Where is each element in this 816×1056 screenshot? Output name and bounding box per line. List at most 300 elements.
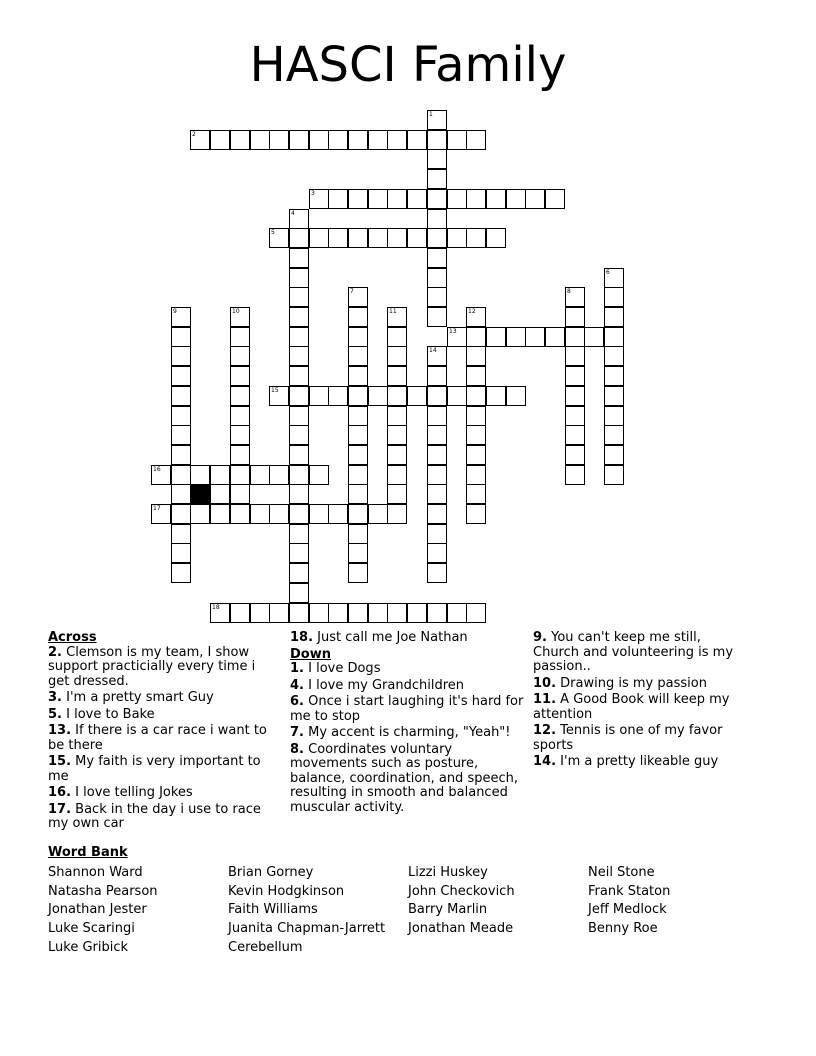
grid-cell[interactable]	[466, 130, 486, 150]
grid-cell[interactable]	[348, 130, 368, 150]
grid-cell[interactable]	[210, 130, 230, 150]
clue-text: Clemson is my team, I show support practicially every time i get dressed.	[48, 644, 256, 689]
black-cell	[190, 484, 210, 504]
grid-cell[interactable]	[427, 445, 447, 465]
clue-number: 9.	[533, 630, 547, 645]
grid-cell[interactable]	[171, 543, 191, 563]
grid-cell[interactable]	[328, 603, 348, 623]
grid-cell[interactable]	[387, 406, 407, 426]
clue-text: I'm a pretty smart Guy	[61, 690, 214, 705]
grid-cell[interactable]	[545, 327, 565, 347]
clue-text: Once i start laughing it's hard for me to stop	[290, 694, 524, 724]
word-bank-column-1	[48, 864, 158, 958]
grid-cell[interactable]	[269, 386, 289, 406]
down-clue	[290, 679, 525, 694]
grid-cell[interactable]	[466, 465, 486, 485]
across-clue	[290, 631, 525, 646]
grid-cell[interactable]	[269, 228, 289, 248]
grid-cell[interactable]	[407, 386, 427, 406]
grid-cell[interactable]	[427, 130, 447, 150]
clue-number: 8	[567, 288, 571, 295]
grid-cell[interactable]	[328, 504, 348, 524]
grid-cell[interactable]	[506, 327, 526, 347]
grid-cell[interactable]	[466, 484, 486, 504]
grid-cell[interactable]	[604, 366, 624, 386]
grid-cell[interactable]	[348, 603, 368, 623]
grid-cell[interactable]	[230, 445, 250, 465]
grid-cell[interactable]	[309, 603, 329, 623]
clue-number: 18	[212, 604, 220, 611]
grid-cell[interactable]	[230, 366, 250, 386]
grid-cell[interactable]	[387, 445, 407, 465]
grid-cell[interactable]	[545, 189, 565, 209]
grid-cell[interactable]	[525, 327, 545, 347]
across-clue	[48, 691, 278, 706]
clue-number: 16.	[48, 785, 72, 800]
grid-cell[interactable]	[427, 425, 447, 445]
grid-cell[interactable]	[289, 307, 309, 327]
grid-cell[interactable]	[387, 366, 407, 386]
grid-cell[interactable]	[289, 425, 309, 445]
down-clue	[533, 631, 748, 675]
word-bank-column-3	[408, 864, 515, 939]
grid-cell[interactable]	[230, 406, 250, 426]
down-clue	[290, 662, 525, 677]
grid-cell[interactable]	[604, 406, 624, 426]
grid-cell[interactable]	[604, 465, 624, 485]
grid-cell[interactable]	[387, 130, 407, 150]
across-clue	[48, 803, 278, 832]
clue-text: My faith is very important to me	[48, 754, 261, 784]
clue-number: 10	[232, 308, 240, 315]
clue-number: 11	[389, 308, 397, 315]
grid-cell[interactable]	[584, 327, 604, 347]
across-clue	[48, 786, 278, 801]
grid-cell[interactable]	[328, 189, 348, 209]
clue-number: 5	[271, 229, 275, 236]
grid-cell[interactable]	[171, 504, 191, 524]
across-clue-list-part-1	[48, 646, 278, 832]
grid-cell[interactable]	[387, 465, 407, 485]
grid-cell[interactable]	[210, 504, 230, 524]
grid-cell[interactable]	[427, 603, 447, 623]
clue-text: I love Dogs	[303, 661, 381, 676]
grid-cell[interactable]	[230, 307, 250, 327]
grid-cell[interactable]	[486, 189, 506, 209]
grid-cell[interactable]	[230, 327, 250, 347]
grid-cell[interactable]	[348, 189, 368, 209]
down-clue	[290, 695, 525, 724]
grid-cell[interactable]	[348, 504, 368, 524]
clue-number: 14	[429, 347, 437, 354]
grid-cell[interactable]	[407, 228, 427, 248]
grid-cell[interactable]	[427, 268, 447, 288]
grid-cell[interactable]	[368, 504, 388, 524]
grid-cell[interactable]	[447, 603, 467, 623]
grid-cell[interactable]	[230, 465, 250, 485]
grid-cell[interactable]	[348, 228, 368, 248]
grid-cell[interactable]	[289, 268, 309, 288]
clue-number: 6.	[290, 694, 304, 709]
grid-cell[interactable]	[427, 504, 447, 524]
grid-cell[interactable]	[427, 169, 447, 189]
word-bank-entry: Cerebellum	[228, 939, 303, 955]
grid-cell[interactable]	[447, 189, 467, 209]
grid-cell[interactable]	[604, 268, 624, 288]
grid-cell[interactable]	[250, 504, 270, 524]
grid-cell[interactable]	[171, 484, 191, 504]
grid-cell[interactable]	[328, 386, 348, 406]
word-bank-entry: Brian Gorney	[228, 865, 314, 880]
clue-number: 18.	[290, 630, 314, 645]
clue-number: 7.	[290, 725, 304, 740]
clue-number: 13	[449, 328, 457, 335]
grid-cell[interactable]	[466, 366, 486, 386]
grid-cell[interactable]	[466, 327, 486, 347]
grid-cell[interactable]	[604, 445, 624, 465]
word-bank-entry: Jonathan Meade	[408, 921, 514, 937]
grid-cell[interactable]	[289, 504, 309, 524]
grid-cell[interactable]	[407, 130, 427, 150]
down-clue	[290, 743, 525, 816]
grid-cell[interactable]	[565, 445, 585, 465]
grid-cell[interactable]	[348, 465, 368, 485]
grid-cell[interactable]	[427, 524, 447, 544]
grid-cell[interactable]	[565, 366, 585, 386]
grid-cell[interactable]	[269, 504, 289, 524]
grid-cell[interactable]	[387, 504, 407, 524]
grid-cell[interactable]	[348, 406, 368, 426]
grid-cell[interactable]	[348, 563, 368, 583]
grid-cell[interactable]	[230, 603, 250, 623]
clue-number: 15.	[48, 754, 72, 769]
clue-text: Back in the day i use to race my own car	[48, 801, 261, 831]
clue-text: My accent is charming, "Yeah"!	[303, 725, 511, 740]
grid-cell[interactable]	[427, 248, 447, 268]
clue-number: 9	[173, 308, 177, 315]
grid-cell[interactable]	[486, 327, 506, 347]
grid-cell[interactable]	[604, 425, 624, 445]
clue-number: 12	[468, 308, 476, 315]
grid-cell[interactable]	[348, 484, 368, 504]
clue-number: 2.	[48, 644, 62, 660]
grid-cell[interactable]	[230, 386, 250, 406]
down-clue	[533, 693, 748, 722]
clue-text: You can't keep me still, Church and volunteering is my passion..	[533, 630, 734, 674]
grid-cell[interactable]	[348, 445, 368, 465]
grid-cell[interactable]	[427, 110, 447, 130]
grid-cell[interactable]	[171, 524, 191, 544]
grid-cell[interactable]	[486, 228, 506, 248]
across-clue-list-part-2	[290, 631, 525, 646]
grid-cell[interactable]	[368, 386, 388, 406]
grid-cell[interactable]	[466, 346, 486, 366]
grid-cell[interactable]	[328, 130, 348, 150]
grid-cell[interactable]	[407, 189, 427, 209]
across-clue	[48, 708, 278, 723]
grid-cell[interactable]	[289, 209, 309, 229]
grid-cell[interactable]	[427, 307, 447, 327]
down-clue-list-part-1	[290, 662, 525, 815]
clue-number: 12.	[533, 723, 557, 738]
word-bank-entry: Faith Williams	[228, 902, 318, 918]
grid-cell[interactable]	[604, 327, 624, 347]
grid-cell[interactable]	[309, 504, 329, 524]
grid-cell[interactable]	[171, 366, 191, 386]
grid-cell[interactable]	[565, 327, 585, 347]
grid-cell[interactable]	[289, 406, 309, 426]
grid-cell[interactable]	[387, 425, 407, 445]
grid-cell[interactable]	[368, 189, 388, 209]
grid-cell[interactable]	[427, 149, 447, 169]
grid-cell[interactable]	[289, 465, 309, 485]
clue-number: 17	[153, 505, 161, 512]
grid-cell[interactable]	[171, 563, 191, 583]
grid-cell[interactable]	[565, 465, 585, 485]
grid-cell[interactable]	[466, 386, 486, 406]
grid-cell[interactable]	[427, 189, 447, 209]
word-bank-entry: Jonathan Jester	[48, 902, 147, 918]
grid-cell[interactable]	[486, 386, 506, 406]
grid-cell[interactable]	[387, 386, 407, 406]
grid-cell[interactable]	[427, 209, 447, 229]
word-bank-entry: Neil Stone	[588, 865, 655, 880]
grid-cell[interactable]	[171, 346, 191, 366]
grid-cell[interactable]	[250, 465, 270, 485]
grid-cell[interactable]	[348, 386, 368, 406]
word-bank-column-2	[228, 864, 385, 958]
clue-number: 13.	[48, 723, 72, 738]
grid-cell[interactable]	[427, 287, 447, 307]
grid-cell[interactable]	[565, 425, 585, 445]
grid-cell[interactable]	[210, 603, 230, 623]
grid-cell[interactable]	[466, 603, 486, 623]
grid-cell[interactable]	[427, 465, 447, 485]
grid-cell[interactable]	[427, 346, 447, 366]
grid-cell[interactable]	[565, 346, 585, 366]
clue-text: A Good Book will keep my attention	[533, 692, 730, 722]
grid-cell[interactable]	[427, 366, 447, 386]
grid-cell[interactable]	[506, 189, 526, 209]
clue-number: 5.	[48, 706, 62, 722]
word-bank-heading: Word Bank	[48, 845, 128, 860]
clue-number: 6	[606, 269, 610, 276]
clue-number: 3	[311, 190, 315, 197]
grid-cell[interactable]	[604, 307, 624, 327]
grid-cell[interactable]	[171, 327, 191, 347]
grid-cell[interactable]	[466, 425, 486, 445]
grid-cell[interactable]	[289, 603, 309, 623]
grid-cell[interactable]	[171, 386, 191, 406]
clue-text: If there is a car race i want to be there	[48, 723, 267, 753]
grid-cell[interactable]	[171, 406, 191, 426]
clue-number: 4	[291, 210, 295, 217]
grid-cell[interactable]	[230, 484, 250, 504]
clue-text: Drawing is my passion	[556, 675, 707, 691]
word-bank-entry: Natasha Pearson	[48, 883, 158, 899]
grid-cell[interactable]	[171, 445, 191, 465]
grid-cell[interactable]	[387, 484, 407, 504]
grid-cell[interactable]	[466, 445, 486, 465]
across-heading: Across	[48, 630, 97, 645]
grid-cell[interactable]	[171, 307, 191, 327]
grid-cell[interactable]	[348, 366, 368, 386]
grid-cell[interactable]	[387, 346, 407, 366]
grid-cell[interactable]	[525, 189, 545, 209]
grid-cell[interactable]	[427, 386, 447, 406]
word-bank-entry: Luke Gribick	[48, 939, 129, 955]
grid-cell[interactable]	[348, 307, 368, 327]
grid-cell[interactable]	[348, 425, 368, 445]
grid-cell[interactable]	[171, 425, 191, 445]
grid-cell[interactable]	[387, 307, 407, 327]
grid-cell[interactable]	[368, 228, 388, 248]
down-heading: Down	[290, 646, 331, 662]
grid-cell[interactable]	[348, 543, 368, 563]
grid-cell[interactable]	[604, 287, 624, 307]
grid-cell[interactable]	[269, 130, 289, 150]
clue-number: 17.	[48, 801, 72, 817]
word-bank-entry: Luke Scaringi	[48, 921, 135, 937]
down-clue-list-part-2	[533, 631, 748, 770]
grid-cell[interactable]	[289, 346, 309, 366]
grid-cell[interactable]	[289, 445, 309, 465]
grid-cell[interactable]	[289, 524, 309, 544]
grid-cell[interactable]	[328, 228, 348, 248]
grid-cell[interactable]	[230, 130, 250, 150]
word-bank-entry: Lizzi Huskey	[408, 865, 488, 880]
grid-cell[interactable]	[387, 603, 407, 623]
word-bank-entry: Kevin Hodgkinson	[228, 883, 345, 899]
grid-cell[interactable]	[289, 484, 309, 504]
clue-number: 1	[429, 111, 433, 118]
grid-cell[interactable]	[289, 583, 309, 603]
grid-cell[interactable]	[447, 386, 467, 406]
down-clue	[533, 724, 748, 753]
grid-cell[interactable]	[427, 543, 447, 563]
clue-number: 10.	[533, 675, 557, 691]
grid-cell[interactable]	[289, 563, 309, 583]
word-bank-entry: John Checkovich	[408, 883, 515, 899]
word-bank-entry: Juanita Chapman-Jarrett	[228, 921, 386, 937]
grid-cell[interactable]	[289, 327, 309, 347]
grid-cell[interactable]	[466, 307, 486, 327]
grid-cell[interactable]	[466, 406, 486, 426]
clue-number: 16	[153, 466, 161, 473]
grid-cell[interactable]	[604, 386, 624, 406]
grid-cell[interactable]	[289, 287, 309, 307]
grid-cell[interactable]	[565, 386, 585, 406]
grid-cell[interactable]	[407, 603, 427, 623]
grid-cell[interactable]	[190, 130, 210, 150]
grid-cell[interactable]	[250, 130, 270, 150]
grid-cell[interactable]	[230, 425, 250, 445]
clue-text: I love to Bake	[61, 706, 155, 722]
grid-cell[interactable]	[348, 346, 368, 366]
grid-cell[interactable]	[565, 307, 585, 327]
grid-cell[interactable]	[387, 327, 407, 347]
grid-cell[interactable]	[427, 563, 447, 583]
across-clue	[48, 646, 278, 690]
grid-cell[interactable]	[230, 504, 250, 524]
grid-cell[interactable]	[348, 287, 368, 307]
clue-text: I'm a pretty likeable guy	[556, 754, 719, 769]
grid-cell[interactable]	[368, 130, 388, 150]
grid-cell[interactable]	[565, 406, 585, 426]
clue-number: 11.	[533, 692, 557, 707]
grid-cell[interactable]	[604, 346, 624, 366]
grid-cell[interactable]	[269, 465, 289, 485]
grid-cell[interactable]	[309, 386, 329, 406]
clue-number: 15	[271, 387, 279, 394]
down-clue	[533, 677, 748, 692]
clue-text: Tennis is one of my favor sports	[533, 723, 723, 753]
grid-cell[interactable]	[447, 327, 467, 347]
grid-cell[interactable]	[269, 603, 289, 623]
clue-number: 7	[350, 288, 354, 295]
grid-cell[interactable]	[151, 504, 171, 524]
grid-cell[interactable]	[190, 465, 210, 485]
word-bank-entry: Barry Marlin	[408, 902, 488, 918]
grid-cell[interactable]	[289, 228, 309, 248]
grid-cell[interactable]	[466, 228, 486, 248]
grid-cell[interactable]	[466, 189, 486, 209]
clue-text: Just call me Joe Nathan	[313, 630, 468, 645]
clue-number: 14.	[533, 754, 557, 769]
word-bank-entry: Frank Staton	[588, 883, 671, 899]
grid-cell[interactable]	[289, 248, 309, 268]
clues-column-3	[533, 629, 748, 772]
grid-cell[interactable]	[447, 130, 467, 150]
grid-cell[interactable]	[427, 484, 447, 504]
grid-cell[interactable]	[348, 327, 368, 347]
grid-cell[interactable]	[427, 406, 447, 426]
clue-text: Coordinates voluntary movements such as posture, balance, coordination, and speech, resulting in smooth and balanced muscular activity.	[290, 741, 518, 815]
grid-cell[interactable]	[289, 130, 309, 150]
grid-cell[interactable]	[210, 465, 230, 485]
clue-number: 3.	[48, 690, 62, 705]
clue-text: I love telling Jokes	[71, 785, 193, 800]
grid-cell[interactable]	[309, 465, 329, 485]
grid-cell[interactable]	[171, 465, 191, 485]
grid-cell[interactable]	[309, 189, 329, 209]
grid-cell[interactable]	[309, 228, 329, 248]
word-bank-entry: Benny Roe	[588, 921, 658, 937]
grid-cell[interactable]	[565, 287, 585, 307]
clue-number: 1.	[290, 661, 304, 676]
grid-cell[interactable]	[151, 465, 171, 485]
grid-cell[interactable]	[190, 504, 210, 524]
clues-column-2	[290, 629, 525, 817]
word-bank-entry: Shannon Ward	[48, 865, 143, 880]
grid-cell[interactable]	[309, 130, 329, 150]
grid-cell[interactable]	[427, 228, 447, 248]
grid-cell[interactable]	[387, 228, 407, 248]
grid-cell[interactable]	[447, 228, 467, 248]
grid-cell[interactable]	[506, 386, 526, 406]
grid-cell[interactable]	[250, 603, 270, 623]
across-clue	[48, 755, 278, 784]
grid-cell[interactable]	[368, 603, 388, 623]
grid-cell[interactable]	[230, 346, 250, 366]
grid-cell[interactable]	[289, 543, 309, 563]
grid-cell[interactable]	[348, 524, 368, 544]
grid-cell[interactable]	[289, 366, 309, 386]
grid-cell[interactable]	[387, 189, 407, 209]
grid-cell[interactable]	[289, 386, 309, 406]
grid-cell[interactable]	[466, 504, 486, 524]
grid-cell[interactable]	[210, 484, 230, 504]
